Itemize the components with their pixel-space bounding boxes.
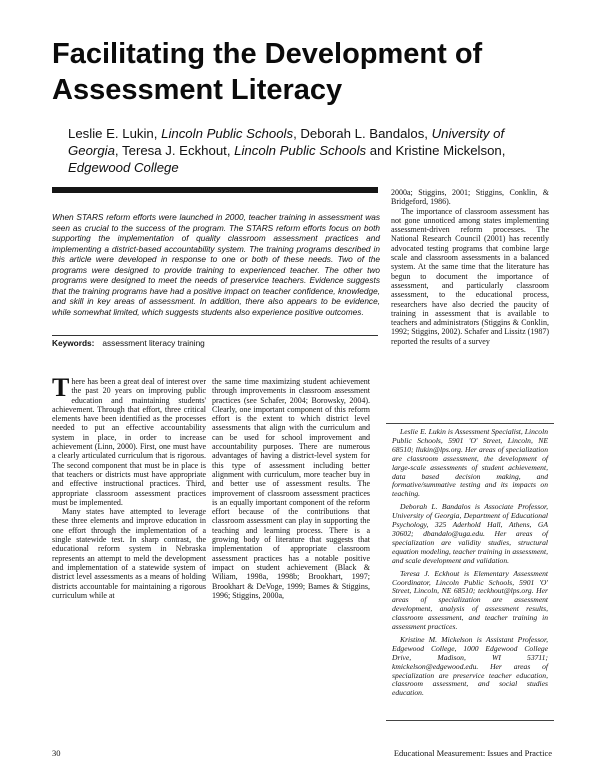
author-bio: Leslie E. Lukin is Assessment Specialist, Lincoln Public Schools, 5901 'O' Street, Lincoln, NE 68510; llukin@lps.org. Her areas of specialization are classroom assessment, the development of large-scale assessments of student achievement, data based decision making, and formative/summative testing and its impacts on teaching. bbox=[392, 427, 548, 499]
body-column-middle bbox=[212, 377, 370, 717]
paragraph: the same time maximizing student achievement through improvements in classroom assessment practices (see Schafer, 2004; Borowsky, 2004). Clearly, one important component of this reform effort is the extent to which district level assessments that align with the curriculum and can be used for school improvement and accountability purposes. There are numerous advantages of having a district-level system for this type of assessment including better alignment with curriculum, more teacher buy in and better use of assessment results. The improvement of classroom assessment practices is an equally important component of the reform effort because of the contributions that classroom assessment can play in supporting the teaching and learning process. There is a growing body of literature that suggests that implementation of appropriate classroom assessment practices has a notable positive impact on student achievement (Black & Wiliam, 1998a, 1998b; Brookhart, 1997; Brookhart & DeVoge, 1999; Bames & Stiggins, 1996; Stiggins, 2000a, bbox=[212, 377, 370, 600]
body-column-left bbox=[52, 377, 206, 717]
paragraph bbox=[52, 377, 206, 507]
drop-cap: T bbox=[52, 377, 70, 402]
author-name: Kristine Mickelson bbox=[395, 143, 502, 158]
page-number: 30 bbox=[52, 748, 61, 758]
author-affiliation: Edgewood College bbox=[68, 160, 179, 175]
paragraph: 2000a; Stiggins, 2001; Stiggins, Conklin, & Bridgeford, 1986). bbox=[391, 188, 549, 207]
paragraph: Many states have attempted to leverage these three elements and improve education in one effort through the implementation of a single statewide test. In sharp contrast, the educational reform system in Nebraska represents an attempt to meld the development and implementation of a statewide system of district level assessments as a means of holding districts accountable for maintaining a rigorous curriculum while at bbox=[52, 507, 206, 600]
article-title: Facilitating the Development of Assessment Literacy bbox=[52, 38, 483, 106]
author-name: Teresa J. Eckhout bbox=[122, 143, 227, 158]
paragraph-text: here has been a great deal of interest over the past 20 years on improving public education and maintaining students' achievement. Through that effort, three critical elements have been identified as the processes needed to put an effective accountability system in place, in order to increase achievement (Linn, 2000). First, one must have a clearly articulated curriculum that is rigorous. The second component that must be in place is that teachers or districts must have appropriate and effective instructional practices. Third, appropriate classroom assessment practices must be implemented. bbox=[52, 377, 206, 507]
author-bio: Deborah L. Bandalos is Associate Professor, University of Georgia, Department of Educational Psychology, 325 Aderhold Hall, Athens, GA 30602; dbandalo@uga.edu. Her areas of specialization are validity studies, structural equation modeling, teacher training in assessment, and scale development and validation. bbox=[392, 502, 548, 565]
author-bio: Teresa J. Eckhout is Elementary Assessment Coordinator, Lincoln Public Schools, 5901 'O' Street, Lincoln, NE 68510; teckhout@lps.org. Her areas of specialization are assessment development, analysis of assessment results, classroom assessment, and teacher training in assessment practices. bbox=[392, 568, 548, 632]
author-name: Leslie E. Lukin bbox=[68, 126, 154, 141]
body-column-right-top bbox=[391, 188, 549, 398]
author-affiliation: Lincoln Public Schools bbox=[234, 143, 367, 158]
abstract-bottom-rule bbox=[52, 335, 378, 336]
keywords-label: Keywords: bbox=[52, 338, 95, 348]
abstract: When STARS reform efforts were launched in 2000, teacher training in assessment was seen as crucial to the success of the program. The STARS reform efforts focus on both supporting the implementation of quality classroom assessment practices and implementing a district-based accountability system. The training programs described in this article were developed in response to one or both of these needs. Two of the programs were designed to provide training to experienced teacher. The other two programs were designed to meet the needs of preservice teachers. Evidence suggests that the training programs have had a positive impact on teacher confidence, knowledge, and skill in key areas of assessment. In addition, there also appears to be evidence, while somewhat limited, which suggests students also experience positive outcomes. bbox=[52, 212, 380, 317]
author-list: Leslie E. Lukin, Lincoln Public Schools, Deborah L. Bandalos, University of Georgia, Teresa J. Eckhout, Lincoln Public Schools and Kristine Mickelson, Edgewood College bbox=[68, 126, 506, 175]
paragraph: The importance of classroom assessment has not gone unnoticed among states implementing assessment-driven reform processes. The National Research Council (2001) has recently advocated testing programs that combine large scale and classroom assessments in a balanced system. At the same time that the literature has begun to document the importance of assessment, and particularly classroom assessment, to the educational process, researchers have also decried the paucity of training in assessment that is available to teachers and administrators (Stiggins & Conklin, 1992; Stiggins, 2002). Schafer and Lissitz (1987) reported the results of a survey bbox=[391, 206, 549, 346]
author-bios bbox=[386, 423, 554, 721]
abstract-top-rule bbox=[52, 187, 378, 193]
author-affiliation: Lincoln Public Schools bbox=[161, 126, 294, 141]
keywords bbox=[52, 338, 380, 348]
keywords-value: assessment literacy training bbox=[102, 338, 205, 348]
author-bio: Kristine M. Mickelson is Assistant Professor, Edgewood College, 1000 Edgewood College Drive, Madison, WI 53711; kmickelson@edgewood.edu. Her areas of specialization are preservice teacher education, classroom assessment, and social studies education. bbox=[392, 634, 548, 698]
author-name: Deborah L. Bandalos bbox=[300, 126, 425, 141]
author-affiliation: University of Georgia bbox=[68, 126, 505, 158]
journal-name: Educational Measurement: Issues and Practice bbox=[393, 748, 552, 758]
